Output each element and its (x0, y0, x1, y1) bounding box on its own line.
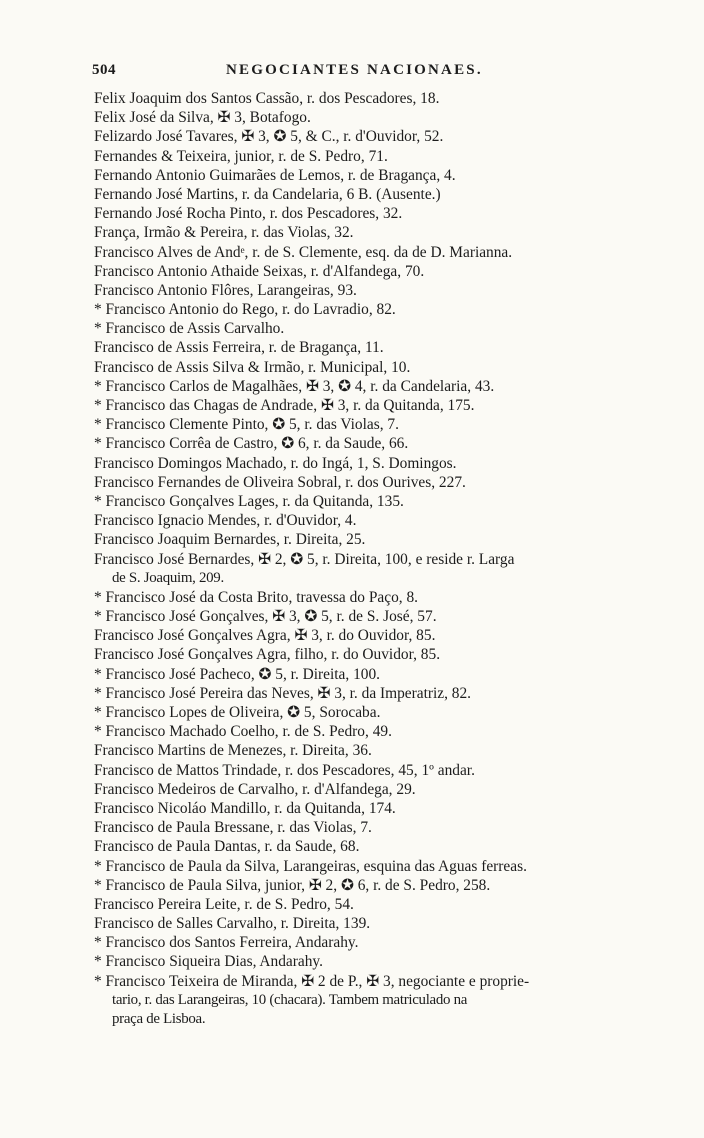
list-line: * Francisco Teixeira de Miranda, ✠ 2 de P., ✠ 3, negociante e proprie- (94, 972, 530, 990)
list-line: * Francisco de Assis Carvalho. (94, 320, 285, 338)
list-line: Fernando José Martins, r. da Candelaria, 6 B. (Ausente.) (94, 185, 441, 203)
list-line: Francisco Antonio Flôres, Larangeiras, 93. (94, 281, 357, 299)
list-line: Francisco Medeiros de Carvalho, r. d'Alfandega, 29. (94, 780, 416, 798)
list-line: tario, r. das Larangeiras, 10 (chacara). Tambem matriculado na (112, 991, 468, 1008)
list-line: * Francisco José Pereira das Neves, ✠ 3, r. da Imperatriz, 82. (94, 684, 472, 702)
list-line: Francisco José Gonçalves Agra, ✠ 3, r. do Ouvidor, 85. (94, 627, 436, 645)
list-line: * Francisco dos Santos Ferreira, Andarahy. (94, 934, 359, 952)
page-number: 504 (92, 62, 116, 78)
list-line: Francisco José Gonçalves Agra, filho, r. do Ouvidor, 85. (94, 646, 441, 664)
list-line: Francisco Joaquim Bernardes, r. Direita, 25. (94, 531, 366, 549)
list-line: Francisco de Salles Carvalho, r. Direita, 139. (94, 915, 371, 933)
list-line: * Francisco José Gonçalves, ✠ 3, ✪ 5, r. de S. José, 57. (94, 608, 437, 626)
list-line: Francisco de Paula Bressane, r. das Violas, 7. (94, 819, 372, 837)
list-line: * Francisco Machado Coelho, r. de S. Pedro, 49. (94, 723, 392, 741)
list-line: Francisco de Assis Silva & Irmão, r. Municipal, 10. (94, 358, 411, 376)
list-line: Fernandes & Teixeira, junior, r. de S. Pedro, 71. (94, 147, 388, 165)
list-line: * Francisco José da Costa Brito, travessa do Paço, 8. (94, 588, 418, 606)
list-line: Francisco José Bernardes, ✠ 2, ✪ 5, r. Direita, 100, e reside r. Larga (94, 550, 515, 568)
list-line: Francisco de Mattos Trindade, r. dos Pescadores, 45, 1º andar. (94, 761, 475, 779)
running-header (0, 62, 704, 84)
list-line: Felizardo José Tavares, ✠ 3, ✪ 5, & C., r. d'Ouvidor, 52. (94, 128, 444, 146)
list-line: Francisco Antonio Athaide Seixas, r. d'Alfandega, 70. (94, 262, 425, 280)
list-line: * Francisco de Paula da Silva, Larangeiras, esquina das Aguas ferreas. (94, 857, 527, 875)
list-line: Felix Joaquim dos Santos Cassão, r. dos Pescadores, 18. (94, 90, 440, 107)
list-line: * Francisco Lopes de Oliveira, ✪ 5, Sorocaba. (94, 704, 381, 721)
list-line: Francisco Ignacio Mendes, r. d'Ouvidor, 4. (94, 512, 357, 530)
list-line: Francisco Martins de Menezes, r. Direita, 36. (94, 742, 372, 760)
list-line: Francisco Nicoláo Mandillo, r. da Quitanda, 174. (94, 799, 396, 817)
list-line: Francisco de Assis Ferreira, r. de Bragança, 11. (94, 339, 384, 357)
list-line: Francisco Domingos Machado, r. do Ingá, 1, S. Domingos. (94, 454, 457, 472)
list-line: Francisco Fernandes de Oliveira Sobral, r. dos Ourives, 227. (94, 473, 466, 491)
list-line: * Francisco de Paula Silva, junior, ✠ 2, ✪ 6, r. de S. Pedro, 258. (94, 876, 491, 894)
page-title: NEGOCIANTES NACIONAES. (226, 62, 483, 78)
list-line: Fernando José Rocha Pinto, r. dos Pescadores, 32. (94, 205, 403, 223)
list-line: * Francisco Clemente Pinto, ✪ 5, r. das Violas, 7. (94, 416, 399, 434)
merchant-list (94, 89, 674, 1029)
list-line: * Francisco Antonio do Rego, r. do Lavradio, 82. (94, 301, 396, 319)
list-line: * Francisco das Chagas de Andrade, ✠ 3, r. da Quitanda, 175. (94, 397, 475, 414)
list-line: França, Irmão & Pereira, r. das Violas, 32. (94, 224, 354, 242)
list-line: praça de Lisboa. (112, 1011, 206, 1027)
list-line: * Francisco Corrêa de Castro, ✪ 6, r. da Saude, 66. (94, 435, 409, 453)
list-line: Francisco Pereira Leite, r. de S. Pedro, 54. (94, 895, 354, 913)
list-line: * Francisco Siqueira Dias, Andarahy. (94, 953, 323, 971)
list-line: Fernando Antonio Guimarães de Lemos, r. de Bragança, 4. (94, 166, 456, 184)
list-line: * Francisco Carlos de Magalhães, ✠ 3, ✪ 4, r. da Candelaria, 43. (94, 377, 495, 395)
list-line: * Francisco José Pacheco, ✪ 5, r. Direita, 100. (94, 665, 381, 683)
list-line: Francisco de Paula Dantas, r. da Saude, 68. (94, 838, 360, 856)
list-line: Felix José da Silva, ✠ 3, Botafogo. (94, 109, 311, 127)
list-line: Francisco Alves de Andᵉ, r. de S. Clemente, esq. da de D. Marianna. (94, 243, 513, 261)
list-line: * Francisco Gonçalves Lages, r. da Quitanda, 135. (94, 492, 404, 510)
list-line: de S. Joaquim, 209. (112, 569, 224, 586)
